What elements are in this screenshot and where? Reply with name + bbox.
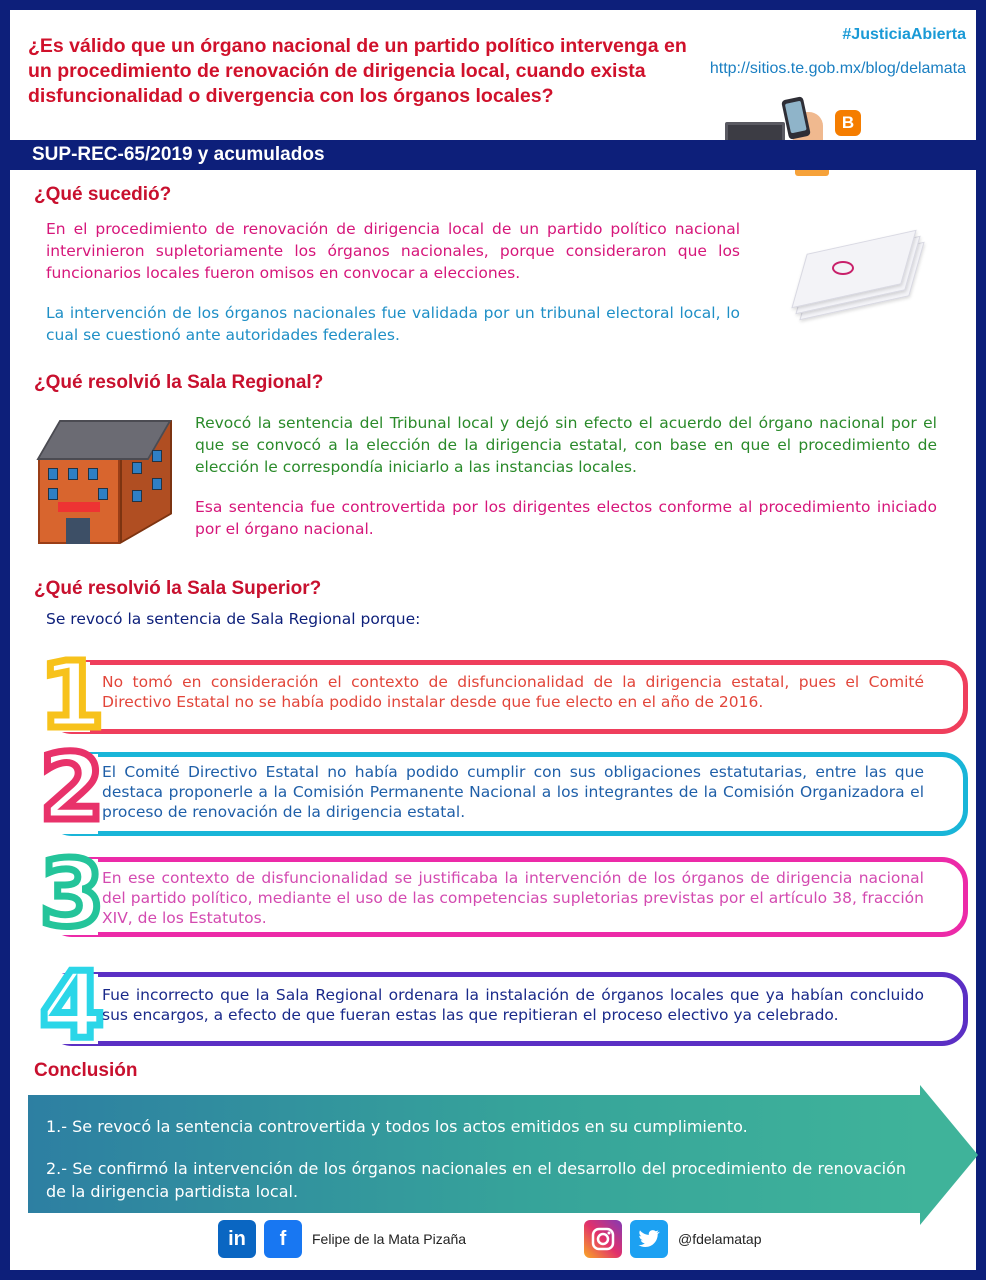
case-number: SUP-REC-65/2019 y acumulados: [32, 144, 325, 165]
section-title-conclusion: Conclusión: [34, 1060, 138, 1081]
conclusion-item-2: 2.- Se confirmó la intervención de los órganos nacionales en el desarrollo del procedimiento de renovación de la dirigencia partidista local.: [46, 1159, 906, 1201]
hashtag[interactable]: #JusticiaAbierta: [842, 26, 966, 43]
arrow-head: [920, 1085, 978, 1225]
window: [152, 478, 162, 490]
blogger-icon[interactable]: B: [835, 110, 861, 136]
reason-number-3: 3: [40, 840, 105, 947]
reason-text-1: No tomó en consideración el contexto de disfuncionalidad de la dirigencia estatal, pues el Comité Directivo Estatal no se había podido instalar desde que fue electo en el año de 2016.: [102, 673, 924, 711]
window: [48, 468, 58, 480]
social-handle: @fdelamatap: [678, 1231, 762, 1247]
section-title-sucedio: ¿Qué sucedió?: [34, 184, 172, 205]
conclusion-item-1: 1.- Se revocó la sentencia controvertida y todos los actos emitidos en su cumplimiento.: [46, 1117, 748, 1136]
reason-text-2: El Comité Directivo Estatal no había podido cumplir con sus obligaciones estatutarias, entre las que destaca proponerle a la Comisión Permanente Nacional a los integrantes de la Comisión Organizadora el proceso de renovación de la dirigencia estatal.: [102, 763, 924, 821]
case-number-bar: [10, 140, 976, 170]
regional-paragraph-1: Revocó la sentencia del Tribunal local y dejó sin efecto el acuerdo del órgano nacional por el que se convocó a la elección de la dirigencia estatal, con base en que el procedimiento de elección le correspondía iniciarlo a las instancias locales.: [195, 414, 937, 476]
infographic-frame: [10, 10, 976, 1270]
window: [68, 468, 78, 480]
window: [152, 450, 162, 462]
superior-intro: Se revocó la sentencia de Sala Regional porque:: [46, 610, 421, 628]
sucedio-paragraph-2: La intervención de los órganos nacionales fue validada por un tribunal electoral local, lo cual se cuestionó ante autoridades federales.: [46, 304, 740, 344]
section-title-superior: ¿Qué resolvió la Sala Superior?: [34, 578, 322, 599]
building-sign: [58, 502, 100, 512]
reason-text-4: Fue incorrecto que la Sala Regional ordenara la instalación de órganos locales que ya habían concluido sus encargos, a efecto de que fueran estas las que repitieran el proceso electivo ya celebrado.: [102, 986, 924, 1024]
courthouse-building-icon: [28, 410, 188, 570]
smartphone-icon: [781, 96, 811, 140]
reason-number-4: 4: [40, 952, 105, 1059]
document-icon: [788, 215, 928, 315]
reason-text-3: En ese contexto de disfuncionalidad se justificaba la intervención de los órganos de dirigencia nacional del partido político, mediante el uso de las competencias supletorias previstas por el artículo 38, fracción XIV, de los Estatutos.: [102, 869, 924, 927]
instagram-icon[interactable]: [584, 1220, 622, 1258]
twitter-bird-glyph: [630, 1220, 668, 1258]
author-name: Felipe de la Mata Pizaña: [312, 1231, 467, 1247]
reason-number-2: 2: [40, 734, 105, 841]
sucedio-paragraph-1: En el procedimiento de renovación de dirigencia local de un partido político nacional intervinieron supletoriamente los órganos nacionales, porque consideraron que los funcionarios locales fueron omisos en convocar a elecciones.: [46, 220, 740, 282]
window: [48, 488, 58, 500]
window: [98, 488, 108, 500]
instagram-glyph: [584, 1220, 622, 1258]
section-title-regional: ¿Qué resolvió la Sala Regional?: [34, 372, 324, 393]
linkedin-icon[interactable]: in: [218, 1220, 256, 1258]
window: [132, 462, 142, 474]
twitter-icon[interactable]: [630, 1220, 668, 1258]
building-door: [66, 518, 90, 544]
header: [10, 10, 976, 140]
stamp-icon: [832, 261, 854, 275]
facebook-icon[interactable]: f: [264, 1220, 302, 1258]
question-title: ¿Es válido que un órgano nacional de un partido político intervenga en un procedimiento de renovación de dirigencia local, cuando exista disfuncionalidad o divergencia con los órganos locales?: [28, 35, 687, 107]
reason-number-1: 1: [40, 642, 105, 749]
blog-url-link[interactable]: http://sitios.te.gob.mx/blog/delamata: [709, 60, 966, 77]
regional-paragraph-2: Esa sentencia fue controvertida por los dirigentes electos conforme al procedimiento iniciado por el órgano nacional.: [195, 498, 937, 538]
conclusion-arrow: [28, 1085, 978, 1225]
window: [88, 468, 98, 480]
window: [132, 490, 142, 502]
